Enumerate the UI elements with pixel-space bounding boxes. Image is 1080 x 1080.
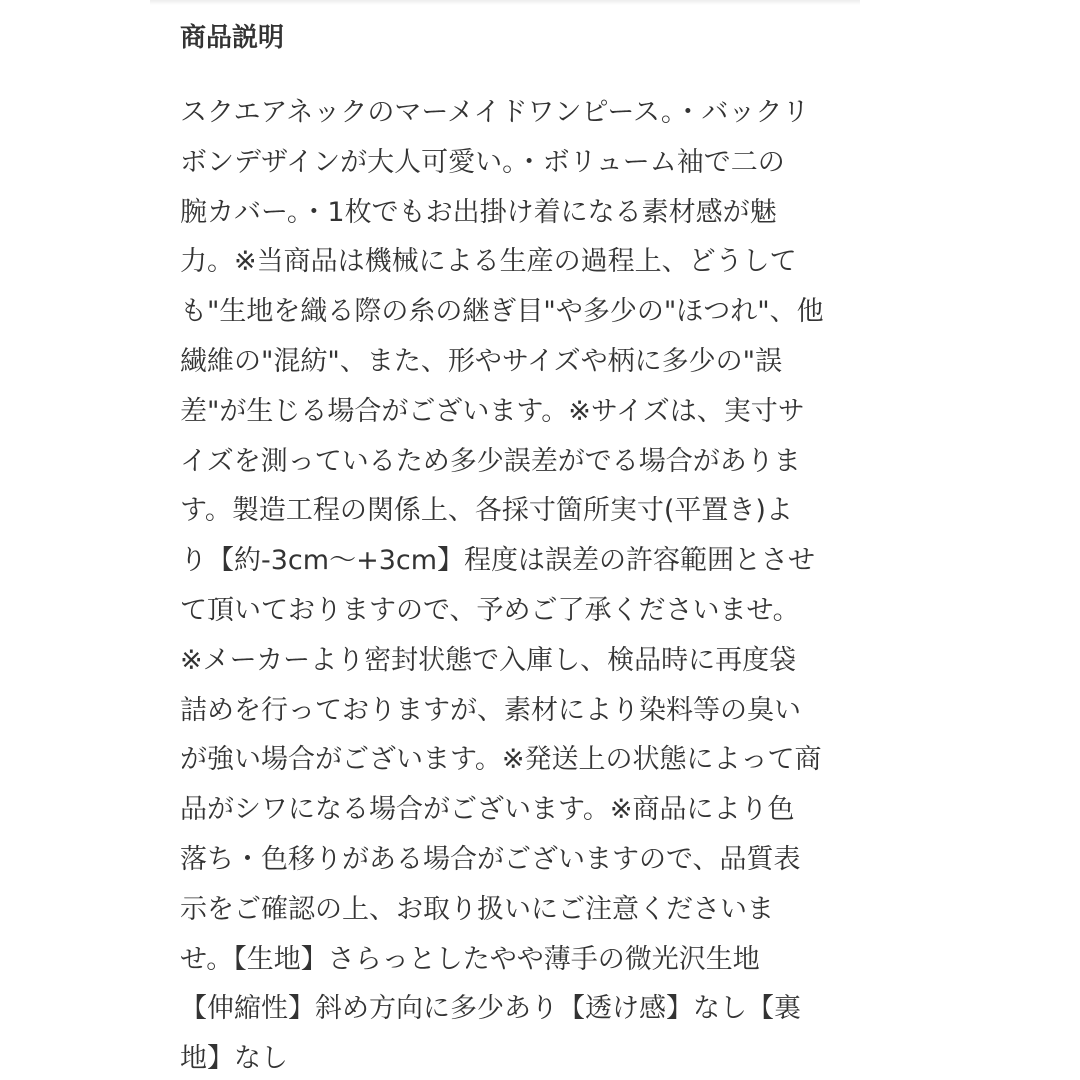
description-line: ボンデザインが大人可愛い。・ボリューム袖で二の xyxy=(180,146,785,178)
description-line: せ。【生地】さらっとしたやや薄手の微光沢生地 xyxy=(180,943,760,975)
description-line: 【伸縮性】斜め方向に多少あり【透け感】なし【裏 xyxy=(180,993,801,1025)
description-line: す。製造工程の関係上、各採寸箇所実寸(平置き)よ xyxy=(180,495,793,527)
description-line: 落ち・色移りがある場合がございますので、品質表 xyxy=(180,843,801,875)
description-text xyxy=(180,88,840,1080)
description-line: スクエアネックのマーメイドワンピース。・バックリ xyxy=(180,97,810,128)
description-line: 力。※当商品は機械による生産の過程上、どうして xyxy=(180,246,797,278)
section-title: 商品説明 xyxy=(180,23,285,53)
description-line: 差"が生じる場合がございます。※サイズは、実寸サ xyxy=(180,395,805,427)
description-line: が強い場合がございます。※発送上の状態によって商 xyxy=(180,744,822,776)
description-line: も"生地を織る際の糸の継ぎ目"や多少の"ほつれ"、他 xyxy=(180,296,824,328)
description-line: イズを測っているため多少誤差がでる場合がありま xyxy=(180,445,801,477)
description-line: 詰めを行っておりますが、素材により染料等の臭い xyxy=(180,694,801,726)
description-line: ※メーカーより密封状態で入庫し、検品時に再度袋 xyxy=(180,644,797,676)
description-line: 腕カバー。・1枚でもお出掛け着になる素材感が魅 xyxy=(180,196,777,228)
description-line: て頂いておりますので、予めご了承くださいませ。 xyxy=(180,594,800,626)
card-top-edge xyxy=(150,0,860,5)
product-description-section xyxy=(180,16,840,1080)
description-line: 地】なし xyxy=(180,1043,288,1075)
description-line: 品がシワになる場合がございます。※商品により色 xyxy=(180,794,795,826)
description-line: 示をご確認の上、お取り扱いにご注意くださいま xyxy=(180,893,774,925)
description-line: 繊維の"混紡"、また、形やサイズや柄に多少の"誤 xyxy=(180,345,783,377)
description-line: り【約-3cm〜+3cm】程度は誤差の許容範囲とさせ xyxy=(180,545,816,577)
